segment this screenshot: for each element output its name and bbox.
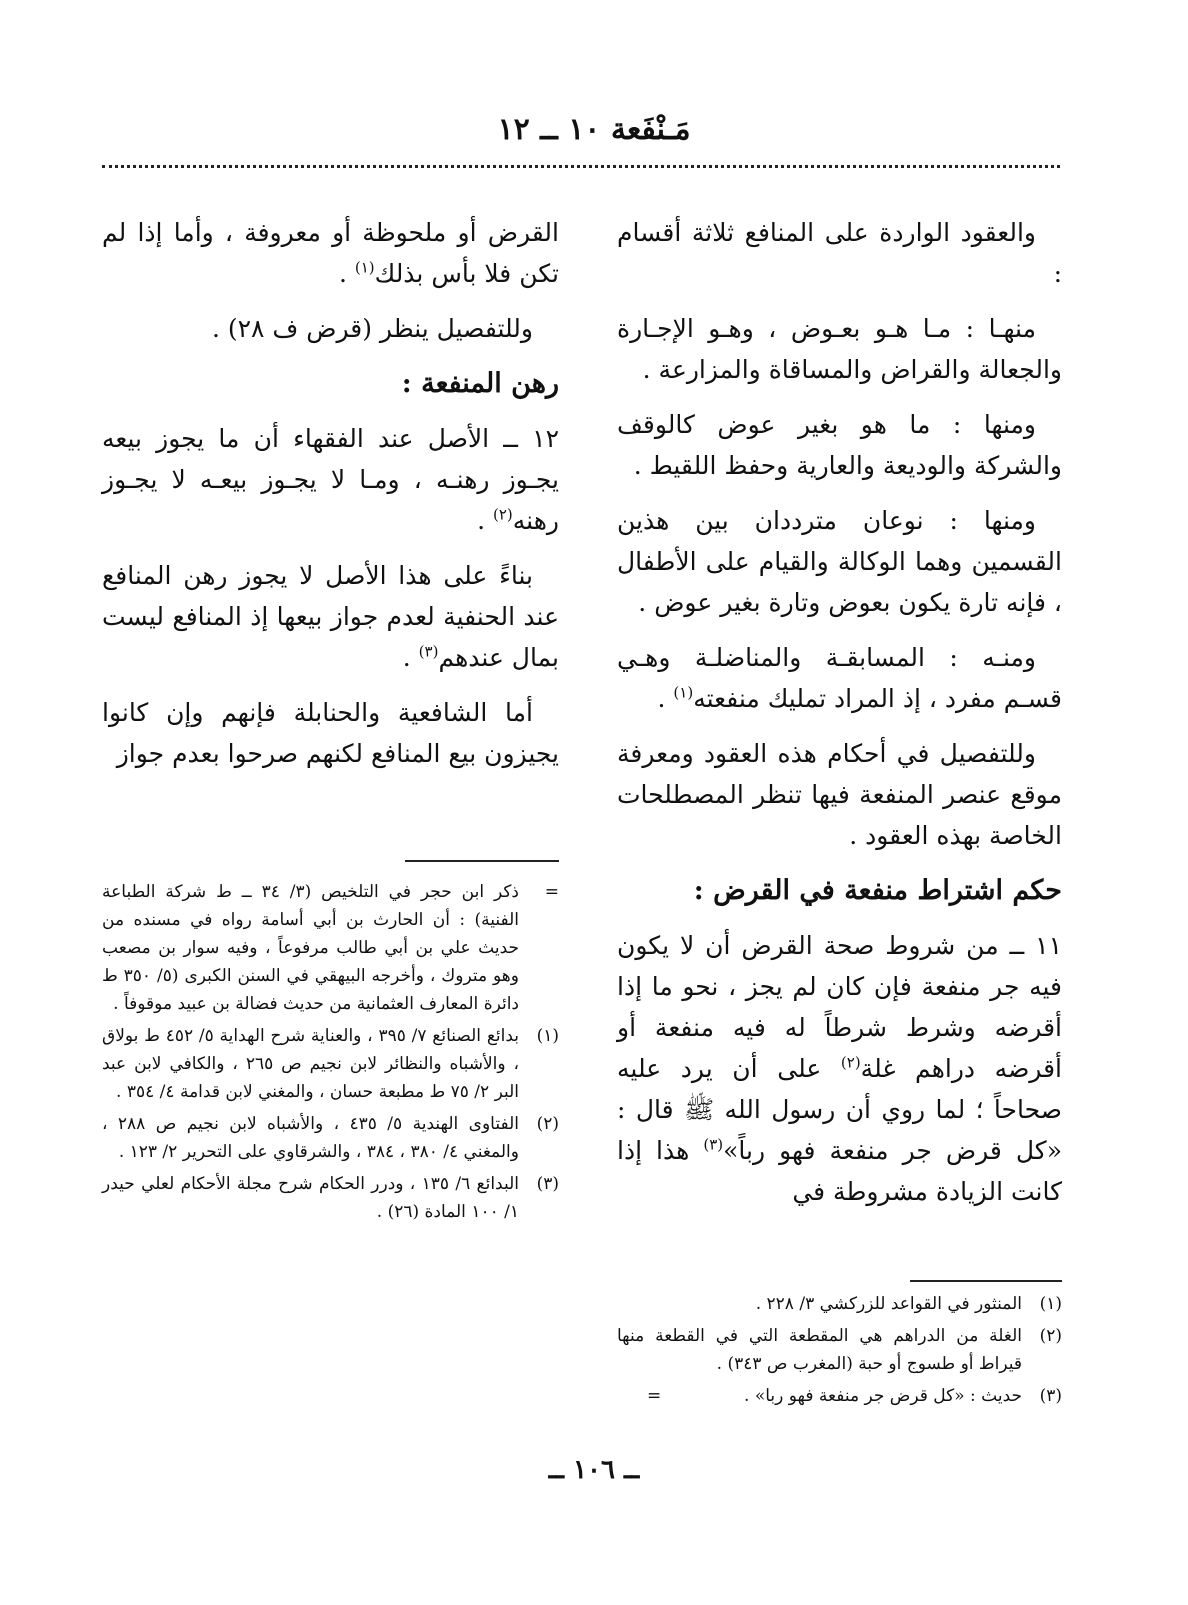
footnote-divider: [910, 1280, 1062, 1282]
footnote-number: (٣): [536, 1174, 559, 1194]
paragraph: [102, 418, 559, 541]
paragraph: ومنها : ما هو بغير عوض كالوقف والشركة والوديعة والعارية وحفظ اللقيط .: [617, 410, 1062, 480]
paragraph-text: ١٢ ــ الأصل عند الفقهاء أن ما يجوز بيعه يجـوز رهنـه ، ومـا لا يجـوز بيعـه لا يجـوز رهنه: [102, 424, 559, 535]
paragraph-text: هذا إذا كانت الزيادة مشروطة في: [617, 1136, 1062, 1206]
footnote-ref: (١): [673, 683, 694, 702]
paragraph-end: .: [338, 259, 355, 288]
footnote-item: [102, 1022, 559, 1106]
left-column: [102, 212, 559, 788]
paragraph: [102, 212, 559, 294]
continuation-mark: =: [544, 882, 559, 902]
continuation-mark: =: [647, 1386, 662, 1406]
paragraph: ومنها : نوعان مترددان بين هذين القسمين وهما الوكالة والقيام على الأطفال ، فإنه تارة يكون بعوض وتارة بغير عوض .: [617, 506, 1062, 617]
footnote-item: [617, 1382, 1062, 1410]
paragraph: وللتفصيل ينظر (قرض ف ٢٨) .: [211, 314, 533, 343]
footnote-number: (٢): [536, 1114, 559, 1134]
footnote-item: [617, 1290, 1062, 1318]
footnote-number: (١): [1039, 1294, 1062, 1314]
footnote-ref: (١): [354, 258, 375, 277]
right-column: [617, 212, 1062, 1226]
section-heading: رهن المنفعة :: [401, 368, 559, 399]
paragraph-end: .: [657, 684, 674, 713]
paragraph: أما الشافعية والحنابلة فإنهم وإن كانوا يجيزون بيع المنافع لكنهم صرحوا بعدم جواز: [102, 698, 559, 768]
paragraph: [617, 637, 1062, 719]
paragraph-text: ١١ ــ من شروط صحة القرض أن لا يكون فيه جر منفعة فإن كان لم يجز ، نحو ما إذا أقرضه وشرط شرطاً له فيه منفعة أو أقرضه دراهم غلة: [617, 931, 1062, 1083]
footnote-number: (٣): [1039, 1386, 1062, 1406]
footnote-text: ذكر ابن حجر في التلخيص (٣/ ٣٤ ــ ط شركة الطباعة الفنية) : أن الحارث بن أبي أسامة رواه في مسنده من حديث علي بن أبي طالب مرفوعاً ، وفيه سوار بن مصعب وهو متروك ، وأخرجه البيهقي في السنن الكبرى (٥/ ٣٥٠ ط دائرة المعارف العثمانية من حديث فضالة بن عبيد موقوفاً .: [102, 882, 519, 1014]
paragraph-end: .: [402, 643, 419, 672]
paragraph: منهـا : مـا هـو بعـوض ، وهـو الإجـارة والجعالة والقراض والمساقاة والمزارعة .: [617, 314, 1062, 384]
footnote-text: المنثور في القواعد للزركشي ٣/ ٢٢٨ .: [755, 1294, 1022, 1314]
footnote-text: الفتاوى الهندية ٥/ ٤٣٥ ، والأشباه لابن نجيم ص ٢٨٨ ، والمغني ٤/ ٣٨٠ ، ٣٨٤ ، والشرقاوي على التحرير ٢/ ١٢٣ .: [102, 1114, 519, 1162]
page-header-title: مَـنْفَعة ١٠ ــ ١٢: [497, 112, 691, 147]
paragraph-text: بناءً على هذا الأصل لا يجوز رهن المنافع عند الحنفية لعدم جواز بيعها إذ المنافع ليست بمال عندهم: [102, 561, 559, 672]
page-number: ــ ١٠٦ ــ: [548, 1455, 640, 1485]
footnote-ref: (٢): [840, 1053, 861, 1072]
footnote-text: بدائع الصنائع ٧/ ٣٩٥ ، والعناية شرح الهداية ٥/ ٤٥٢ ط بولاق ، والأشباه والنظائر لابن نجيم ص ٢٦٥ ، والكافي لابن عبد البر ٢/ ٧٥ ط مطبعة حسان ، والمغني لابن قدامة ٤/ ٣٥٤ .: [102, 1026, 519, 1102]
paragraph-text: على أن يرد عليه صحاحاً ؛ لما روي أن رسول الله ﷺ قال : «كل قرض جر منفعة فهو رباً»: [617, 1054, 1062, 1165]
footnote-item: [102, 1110, 559, 1166]
footnote-ref: (٣): [418, 642, 439, 661]
footnote-ref: (٣): [703, 1135, 724, 1154]
footnote-continuation: [102, 878, 559, 1018]
header-dotted-divider: [102, 165, 1060, 168]
footnote-text: البدائع ٦/ ١٣٥ ، ودرر الحكام شرح مجلة الأحكام لعلي حيدر ١/ ١٠٠ المادة (٢٦) .: [102, 1174, 519, 1222]
paragraph: [102, 555, 559, 678]
footnote-number: (٢): [1039, 1326, 1062, 1346]
paragraph: [617, 925, 1062, 1212]
section-heading: حكم اشتراط منفعة في القرض :: [693, 875, 1062, 906]
footnote-item: [617, 1322, 1062, 1378]
footnote-text: حديث : «كل قرض جر منفعة فهو ربا» .: [744, 1386, 1022, 1406]
paragraph-text: القرض أو ملحوظة أو معروفة ، وأما إذا لم تكن فلا بأس بذلك: [102, 218, 559, 288]
footnote-number: (١): [536, 1026, 559, 1046]
left-footnotes: [102, 878, 559, 1230]
footnote-ref: (٢): [493, 505, 513, 524]
footnote-divider: [405, 860, 559, 862]
paragraph: وللتفصيل في أحكام هذه العقود ومعرفة موقع عنصر المنفعة فيها تنظر المصطلحات الخاصة بهذه العقود .: [617, 739, 1062, 850]
paragraph: والعقود الواردة على المنافع ثلاثة أقسام :: [617, 218, 1062, 288]
right-footnotes: [617, 1290, 1062, 1414]
footnote-text: الغلة من الدراهم هي المقطعة التي في القطعة منها قيراط أو طسوج أو حبة (المغرب ص ٣٤٣) .: [617, 1326, 1022, 1374]
paragraph-end: .: [477, 506, 493, 535]
paragraph-text: ومنـه : المسابقـة والمناضلـة وهـي قسـم مفرد ، إذ المراد تمليك منفعته: [617, 643, 1062, 713]
footnote-item: [102, 1170, 559, 1226]
